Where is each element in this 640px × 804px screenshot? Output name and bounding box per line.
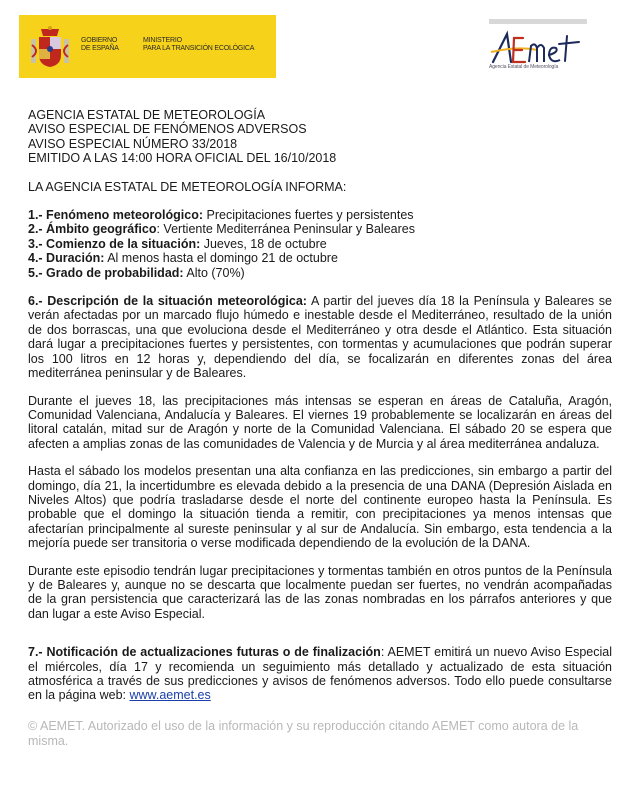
ministerio-text [143, 37, 254, 53]
title-line-number: AVISO ESPECIAL NÚMERO 33/2018 [28, 136, 238, 151]
item-label: 2.- Ámbito geográfico [28, 222, 157, 237]
item-label: 1.- Fenómeno meteorológico: [28, 208, 204, 223]
item-ambito [28, 222, 612, 236]
item-label: 3.- Comienzo de la situación: [28, 236, 201, 251]
informa-line: LA AGENCIA ESTATAL DE METEOROLOGÍA INFORMA: [28, 179, 347, 194]
section6-paragraph-4: Durante este episodio tendrán lugar precipitaciones y tormentas también en otros puntos de la Península y de Baleares y, aunque no se descarta que localmente puedan ser fuertes, no vendrán acompañadas de la gran persistencia que caracterizará las de las zonas nombradas en los párrafos anteriores y que dan lugar a este Aviso Especial. [28, 563, 612, 621]
item-comienzo [28, 237, 612, 251]
section7-label: 7.- Notificación de actualizaciones futuras o de finalización [28, 645, 381, 660]
section6-description [28, 294, 612, 380]
page-header [0, 0, 640, 108]
item-value: Jueves, 18 de octubre [200, 236, 327, 251]
title-line-issued: EMITIDO A LAS 14:00 HORA OFICIAL DEL 16/10/2018 [28, 151, 337, 166]
item-value: Al menos hasta el domingo 21 de octubre [104, 251, 338, 266]
section6-paragraph-2: Durante el jueves 18, las precipitaciones más intensas se esperan en áreas de Cataluña, Aragón, Comunidad Valenciana, Andalucía y Baleares. El viernes 19 probablemente se localizarán en áreas del litoral catalán, mitad sur de Aragón y norte de la Comunidad Valenciana. El sábado 20 se espera que afecten a amplias zonas de las comunidades de Valencia y de Murcia y al área mediterránea andaluza. [28, 393, 612, 451]
item-value: : Vertiente Mediterránea Peninsular y Baleares [156, 222, 415, 237]
title-line-agency: AGENCIA ESTATAL DE METEOROLOGÍA [28, 108, 266, 122]
gov-line1: GOBIERNO [81, 37, 118, 44]
title-block [28, 108, 612, 194]
section7-notification [28, 645, 612, 703]
summary-items [28, 208, 612, 280]
item-value: Alto (70%) [183, 265, 245, 280]
gobierno-banner [19, 15, 276, 78]
ministry-line2: PARA LA TRANSICIÓN ECOLÓGICA [143, 45, 255, 52]
aemet-website-link[interactable]: www.aemet.es [129, 688, 211, 703]
gov-line2: DE ESPAÑA [81, 45, 119, 52]
aviso-document [28, 108, 612, 703]
coat-of-arms-icon [29, 25, 71, 69]
section6-label: 6.- Descripción de la situación meteorológica: [28, 294, 307, 309]
ministry-line1: MINISTERIO [143, 37, 182, 44]
aemet-logo-bar [489, 19, 587, 24]
item-label: 4.- Duración: [28, 251, 105, 266]
section6-paragraph-3: Hasta el sábado los modelos presentan una alta confianza en las predicciones, sin embargo a partir del domingo, día 21, la incertidumbre es elevada debido a la presencia de una DANA (Depresión Aislada en Niveles Altos) que podría trasladarse desde el norte del continente europeo hasta la Península. Es probable que el domingo la situación tienda a remitir, con precipitaciones ya menos intensas que afectarían principalmente al sureste peninsular y al sur de Andalucía. Sin embargo, esta tendencia a la mejoría puede ser transitoria o verse modificada dependiendo de la evolución de la DANA. [28, 464, 612, 551]
section6-text: A partir del jueves día 18 la Península y Baleares se verán afectadas por un marcado flujo húmedo e inestable desde el Mediterráneo, resultado de la unión de dos borrascas, una que evoluciona desde el Mediterráneo y otra desde el Atlántico. Esta situación dará lugar a precipitaciones fuertes y persistentes, con tormentas y acumulaciones que podrán superar los 100 litros en 12 horas y, dependiendo del día, se focalizarán en diferentes zonas del área mediterránea peninsular y de Baleares. [28, 294, 612, 381]
item-fenomeno [28, 208, 612, 222]
gobierno-de-espana-text [81, 37, 119, 53]
item-label: 5.- Grado de probabilidad: [28, 265, 184, 280]
copyright-footer: © AEMET. Autorizado el uso de la información y su reproducción citando AEMET como autora de la misma. [28, 718, 579, 748]
item-duracion [28, 251, 612, 265]
title-line-aviso: AVISO ESPECIAL DE FENÓMENOS ADVERSOS [28, 122, 307, 137]
item-value: Precipitaciones fuertes y persistentes [203, 208, 414, 223]
section7-text: : AEMET emitirá un nuevo Aviso Especial el miércoles, día 17 y recomienda un seguimiento más detallado y actualizado de esta situación atmosférica a través de sus predicciones y avisos de fenómenos adversos. Todo ello puede consultarse en la página web: [28, 645, 612, 703]
item-probabilidad [28, 266, 612, 280]
aemet-subtitle: Agencia Estatal de Meteorología [489, 64, 559, 70]
